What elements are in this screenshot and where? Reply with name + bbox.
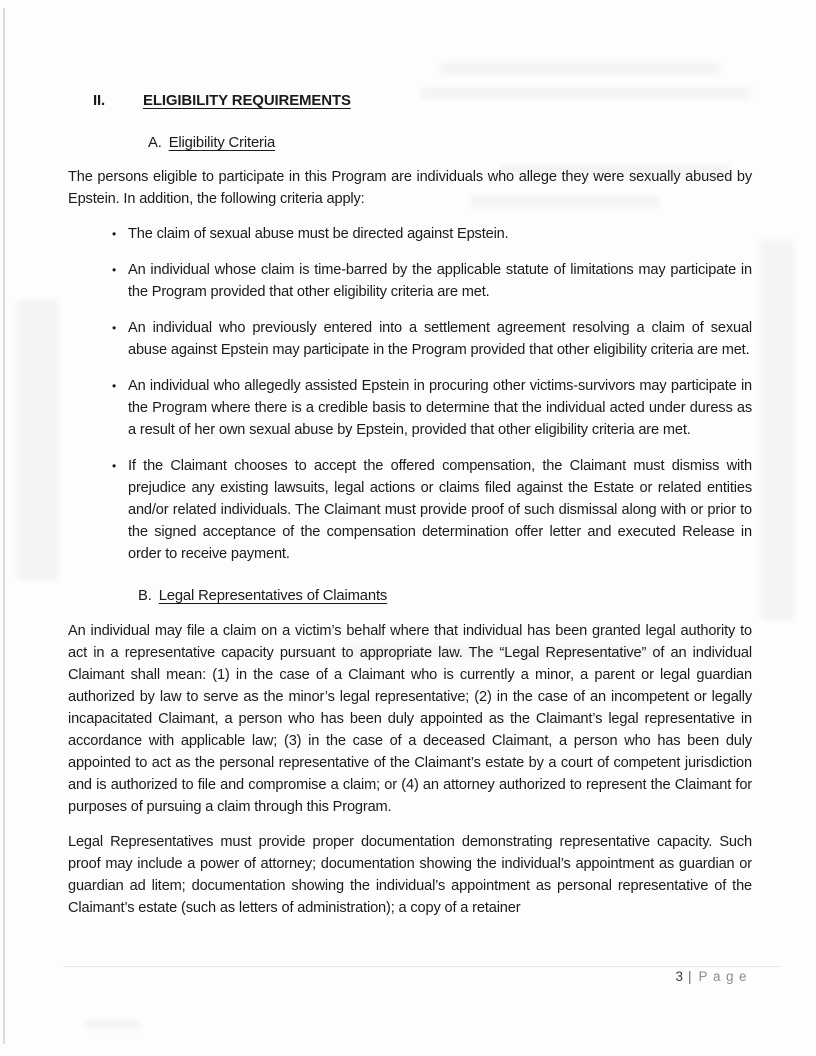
bullet-text: An individual who previously entered into a settlement agreement resolving a claim of sexual abuse against Epstein may participate in the Program provided that other eligibility criteria are met. xyxy=(128,320,752,358)
legal-representatives-paragraph-2: Legal Representatives must provide proper documentation demonstrating representative capacity. Such proof may include a power of attorney; documentation showing the individual’s appointment as guardian or guardian ad litem; documentation showing the individual’s appointment as personal representative of the Claimant’s estate (such as letters of administration); a copy of a retainer xyxy=(68,834,752,916)
subsection-b-heading xyxy=(138,585,752,607)
section-title: ELIGIBILITY REQUIREMENTS xyxy=(143,92,351,109)
bullet-text: An individual who allegedly assisted Epstein in procuring other victims-survivors may participate in the Program where there is a credible basis to determine that the individual acted under duress as a result of her own sexual abuse by Epstein, provided that other eligibility criteria are met. xyxy=(128,378,752,438)
page-number-separator: | xyxy=(687,969,692,984)
subsection-b-title: Legal Representatives of Claimants xyxy=(158,588,388,604)
legal-representatives-paragraph-1: An individual may file a claim on a victim’s behalf where that individual has been granted legal authority to act in a representative capacity pursuant to appropriate law. The “Legal Representative” of an individual Claimant shall mean: (1) in the case of a Claimant who is currently a minor, a parent or legal guardian authorized by law to serve as the minor’s legal representative; (2) in the case of an incompetent or legally incapacitated Claimant, a person who has been duly appointed as the Claimant’s legal representative in accordance with applicable law; (3) in the case of a deceased Claimant, a person who has been duly appointed to act as the personal representative of the Claimant’s estate by a court of competent jurisdiction and is authorized to file and compromise a claim; or (4) an attorney authorized to represent the Claimant for purposes of pursuing a claim through this Program. xyxy=(68,623,752,815)
bullet-icon: • xyxy=(112,321,117,335)
page-footer xyxy=(675,969,752,984)
footer-divider xyxy=(63,966,781,967)
bullet-text: The claim of sexual abuse must be directed against Epstein. xyxy=(128,226,509,242)
bullet-text: If the Claimant chooses to accept the offered compensation, the Claimant must dismiss with prejudice any existing lawsuits, legal actions or claims filed against the Estate or related entities and/or related individuals. The Claimant must provide proof of such dismissal along with or prior to the signed acceptance of the compensation determination offer letter and executed Release in order to receive payment. xyxy=(128,458,752,562)
subsection-a-label: A. xyxy=(148,135,162,151)
eligibility-bullet-list xyxy=(68,223,752,565)
list-item xyxy=(68,317,752,361)
bullet-icon: • xyxy=(112,379,117,393)
bullet-icon: • xyxy=(112,459,117,473)
list-item xyxy=(68,223,752,245)
bullet-text: An individual whose claim is time-barred by the applicable statute of limitations may participate in the Program provided that other eligibility criteria are met. xyxy=(128,262,752,300)
subsection-a-heading xyxy=(148,132,752,154)
bullet-icon: • xyxy=(112,227,117,241)
bullet-icon: • xyxy=(112,263,117,277)
list-item xyxy=(68,375,752,441)
subsection-b-label: B. xyxy=(138,588,152,604)
scan-artifact xyxy=(85,1020,140,1029)
list-item xyxy=(68,455,752,565)
page-number: 3 xyxy=(675,969,683,984)
section-number: II. xyxy=(93,92,106,109)
list-item xyxy=(68,259,752,303)
page-word: Page xyxy=(698,969,752,984)
section-heading xyxy=(93,90,752,112)
intro-paragraph: The persons eligible to participate in this Program are individuals who allege they were sexually abused by Epstein. In addition, the following criteria apply: xyxy=(68,169,752,207)
subsection-a-title: Eligibility Criteria xyxy=(168,135,276,151)
